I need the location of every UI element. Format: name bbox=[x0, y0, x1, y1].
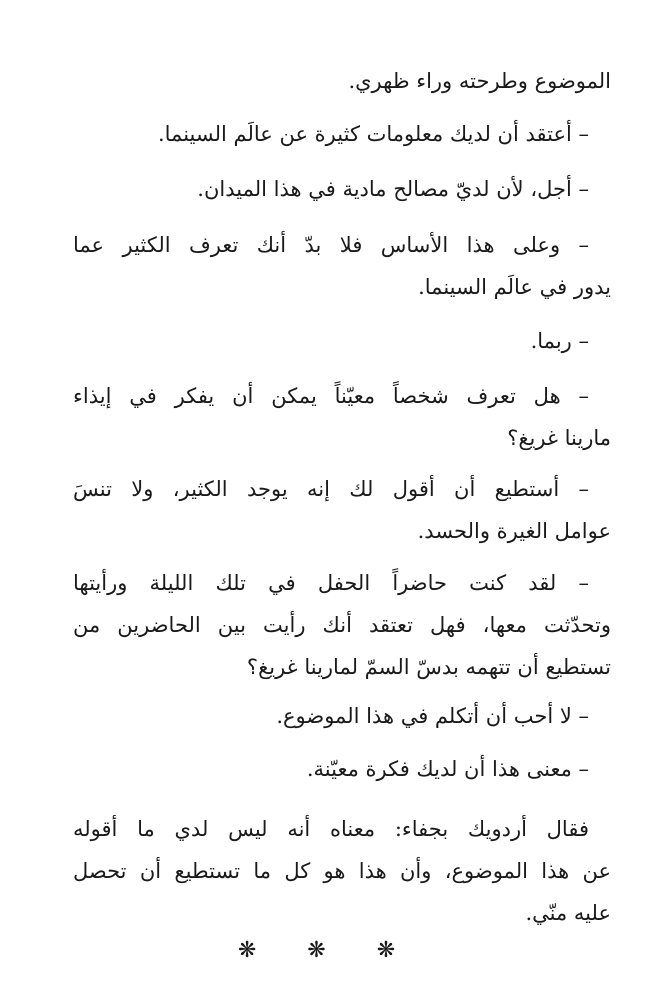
text-line: – لقد كنت حاضراً الحفل في تلك الليلة ورأيتها bbox=[73, 571, 589, 595]
book-page bbox=[73, 0, 611, 1000]
asterism-glyph: ❋ bbox=[307, 938, 344, 963]
asterism-glyph: ❋ bbox=[376, 938, 414, 963]
text-line: – أجل، لأن لديّ مصالح مادية في هذا الميدان. bbox=[197, 177, 589, 201]
dialogue-paragraph bbox=[73, 113, 611, 155]
text-line: وتحدّثت معها، فهل تعتقد أنك رأيت بين الحاضرين من bbox=[73, 613, 611, 637]
text-line: مارينا غريغ؟ bbox=[507, 426, 611, 450]
text-line: يدور في عالَم السينما. bbox=[418, 275, 611, 299]
text-line: – أستطيع أن أقول لك إنه يوجد الكثير، ولا تنسَ bbox=[73, 477, 589, 501]
asterism-glyph: ❋ bbox=[237, 938, 275, 963]
dialogue-paragraph bbox=[73, 224, 611, 308]
text-line: – أعتقد أن لديك معلومات كثيرة عن عالَم السينما. bbox=[157, 122, 589, 146]
dialogue-paragraph bbox=[73, 168, 611, 210]
paragraph-continuation bbox=[73, 60, 611, 102]
dialogue-paragraph bbox=[73, 320, 611, 362]
dialogue-paragraph bbox=[73, 748, 611, 790]
text-line: – وعلى هذا الأساس فلا بدّ أنك تعرف الكثير عما bbox=[73, 233, 589, 257]
dialogue-paragraph bbox=[73, 375, 611, 459]
text-line: – هل تعرف شخصاً معيّناً يمكن أن يفكر في إيذاء bbox=[73, 384, 589, 408]
text-line: عوامل الغيرة والحسد. bbox=[417, 519, 611, 543]
text-line: عن هذا الموضوع، وأن هذا هو كل ما تستطيع أن تحصل bbox=[73, 859, 611, 883]
text-line: – لا أحب أن أتكلم في هذا الموضوع. bbox=[276, 704, 589, 728]
text-line: عليه منّي. bbox=[525, 901, 611, 925]
text-line: الموضوع وطرحته وراء ظهري. bbox=[348, 69, 611, 93]
text-line: تستطيع أن تتهمه بدسّ السمّ لمارينا غريغ؟ bbox=[246, 655, 611, 679]
dialogue-paragraph bbox=[73, 695, 611, 737]
section-separator bbox=[0, 938, 651, 963]
dialogue-paragraph bbox=[73, 468, 611, 552]
text-line: فقال أردويك بجفاء: معناه أنه ليس لدي ما أقوله bbox=[73, 817, 589, 841]
text-line: – معنى هذا أن لديك فكرة معيّنة. bbox=[306, 757, 589, 781]
dialogue-paragraph bbox=[73, 562, 611, 688]
text-line: – ربما. bbox=[530, 329, 589, 353]
narrative-paragraph bbox=[73, 808, 611, 934]
